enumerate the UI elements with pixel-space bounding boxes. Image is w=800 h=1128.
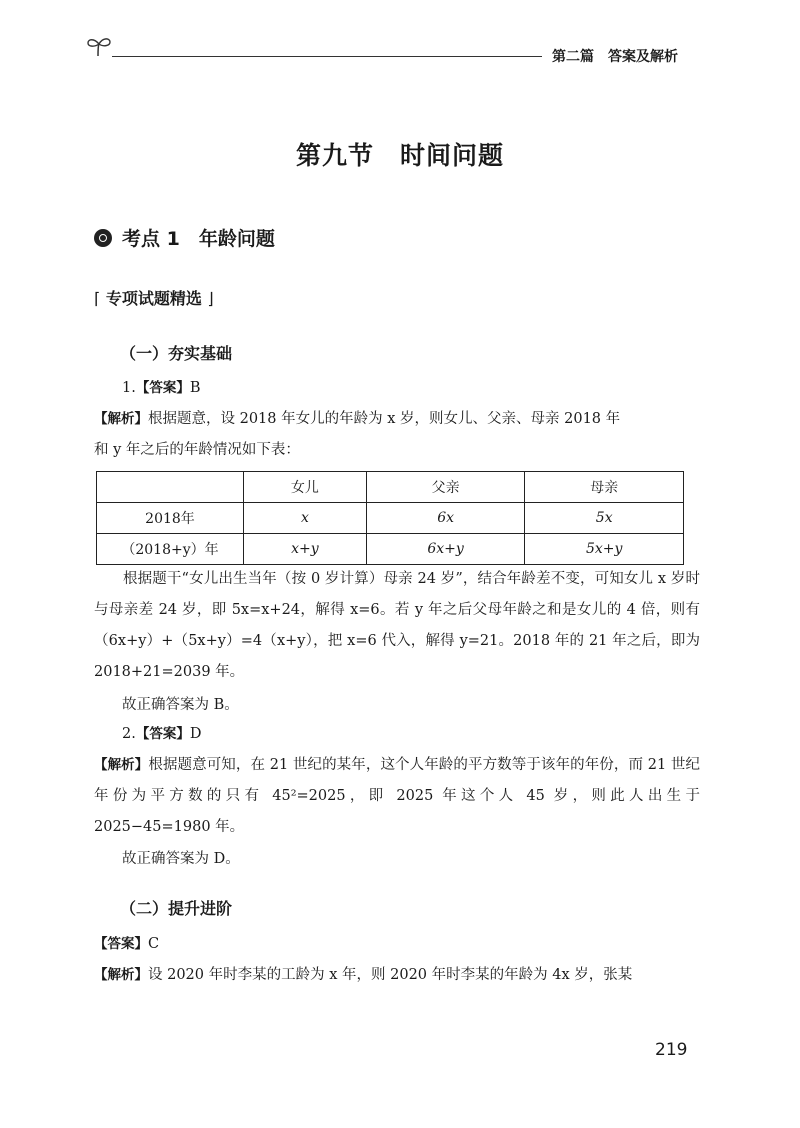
running-header: 第二篇 答案及解析 — [552, 49, 678, 65]
q2-analysis — [94, 750, 700, 843]
q1-analysis-line1: 根据题意，设 2018 年女儿的年龄为 x 岁，则女儿、父亲、母亲 2018 年 — [148, 411, 621, 427]
zhuanxiang-heading — [94, 286, 214, 309]
q1-conclusion: 故正确答案为 B。 — [122, 697, 239, 713]
table-cell: （2018+y）年 — [97, 534, 244, 565]
q2-conclusion: 故正确答案为 D。 — [122, 851, 240, 867]
table-cell: 6x — [366, 503, 525, 534]
q1-answer: B — [189, 380, 201, 396]
part2-heading: （二）提升进阶 — [120, 899, 233, 918]
table-header-row — [97, 472, 684, 503]
q1-answer-line — [122, 376, 201, 396]
age-table — [96, 471, 684, 565]
part2-answer-line — [94, 932, 159, 952]
table-cell: 5x+y — [525, 534, 684, 565]
part2-analysis-tag: 【解析】 — [94, 967, 148, 983]
kaodian-heading — [94, 224, 275, 251]
kaodian-title: 考点 1 年龄问题 — [122, 228, 275, 250]
q1-number: 1. — [122, 380, 136, 396]
part2-analysis — [94, 963, 632, 984]
q2-analysis-tag: 【解析】 — [94, 757, 149, 773]
q1-answer-tag: 【答案】 — [135, 380, 190, 396]
header-rule — [112, 56, 542, 57]
q2-answer-tag: 【答案】 — [135, 726, 190, 742]
q2-analysis-text: 根据题意可知，在 21 世纪的某年，这个人年龄的平方数等于该年的年份，而 21 世纪年份为平方数的只有 45²=2025，即 2025 年这个人 45 岁，则此人出生于 2025−45=1980 年。 — [94, 757, 700, 835]
q1-paragraph: 根据题干“女儿出生当年（按 0 岁计算）母亲 24 岁”，结合年龄差不变，可知女儿 x 岁时与母亲差 24 岁，即 5x=x+24，解得 x=6。若 y 年之后父母年龄之和是女儿的 4 倍，则有（6x+y）+（5x+y）=4（x+y），把 x=6 代入，解得 y=21。2018 年的 21 年之后，即为 2018+21=2039 年。 — [94, 571, 700, 680]
corner-bracket-right-icon: ⌋ — [207, 289, 214, 308]
q2-answer-line — [122, 722, 201, 742]
table-cell: 6x+y — [366, 534, 525, 565]
part2-analysis-text: 设 2020 年时李某的工龄为 x 年，则 2020 年时李某的年龄为 4x 岁，张某 — [148, 967, 633, 983]
q2-answer: D — [189, 726, 202, 742]
corner-bracket-left-icon: ⌈ — [94, 289, 101, 308]
table-cell: x — [244, 503, 367, 534]
table-header-cell: 父亲 — [366, 472, 525, 503]
table-cell: 2018年 — [97, 503, 244, 534]
q1-analysis-tag: 【解析】 — [94, 411, 148, 427]
q1-analysis — [94, 404, 700, 466]
table-cell: 5x — [525, 503, 684, 534]
table-header-cell — [97, 472, 244, 503]
table-row — [97, 503, 684, 534]
sprout-icon — [86, 36, 112, 58]
table-header-cell: 母亲 — [525, 472, 684, 503]
section-title: 第九节 时间问题 — [295, 141, 504, 170]
q2-number: 2. — [122, 726, 136, 742]
bullet-icon — [94, 229, 112, 247]
q1-analysis-line2: 和 y 年之后的年龄情况如下表： — [94, 442, 300, 458]
part2-answer-tag: 【答案】 — [94, 936, 148, 952]
part1-heading: （一）夯实基础 — [120, 344, 233, 363]
table-cell: x+y — [244, 534, 367, 565]
zhuanxiang-label: 专项试题精选 — [105, 289, 202, 308]
table-row — [97, 534, 684, 565]
page-number: 219 — [655, 1040, 688, 1060]
table-header-cell: 女儿 — [244, 472, 367, 503]
part2-answer: C — [148, 936, 160, 952]
